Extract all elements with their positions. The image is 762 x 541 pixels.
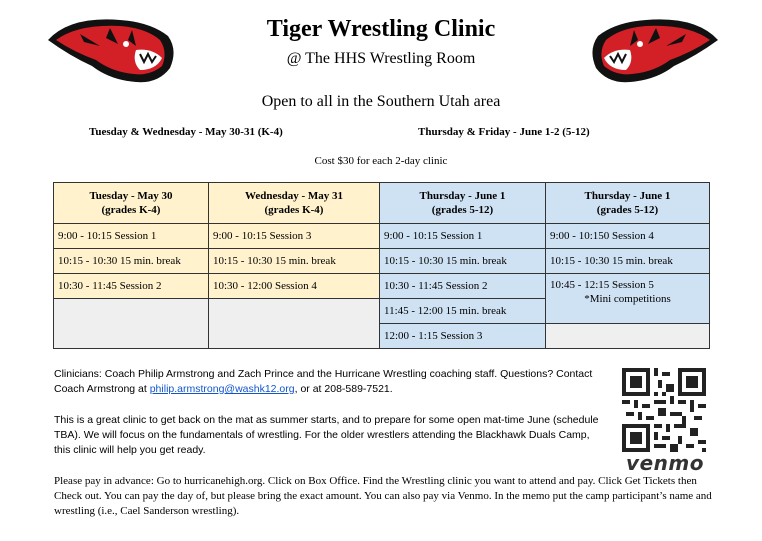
table-header-row xyxy=(54,183,710,224)
cell: 10:15 - 10:30 15 min. break xyxy=(546,249,710,274)
dates-5-12: Thursday & Friday - June 1-2 (5-12) xyxy=(418,126,590,138)
empty-cell xyxy=(54,299,209,349)
payment-text: Please pay in advance: Go to hurricanehigh.org. Click on Box Office. Find the Wrestling clinic you want to attend and pay. Click Get Tickets then Check out. You can pay the day of, but please bring the exact amount. You can also pay via Venmo. In the memo put the camp participant’s name and wrestling (i.e., Cael Sanderson wrestling). xyxy=(54,475,712,517)
empty-cell xyxy=(209,299,380,349)
venmo-qr-code xyxy=(622,368,706,452)
open-to-text: Open to all in the Southern Utah area xyxy=(261,93,501,110)
header-tuesday-text: Tuesday - May 30 (grades K-4) xyxy=(89,190,173,216)
cell: 10:30 - 11:45 Session 2 xyxy=(54,274,209,299)
page-title: Tiger Wrestling Clinic xyxy=(266,16,496,42)
mini-competitions-text: *Mini competitions xyxy=(584,293,671,305)
schedule-table xyxy=(53,182,710,349)
clinicians-text xyxy=(54,367,614,397)
session-5-text: 10:45 - 12:15 Session 5 xyxy=(550,279,654,291)
clinicians-part-2: , or at 208-589-7521. xyxy=(294,383,393,395)
table-row xyxy=(54,249,710,274)
description-text: This is a great clinic to get back on the mat as summer starts, and to prepare for some open mat-time June (schedule TBA). We will focus on the fundamentals of wrestling. For the older wrestlers attending the Blackhawk Duals Camp, this clinic will help you get ready. xyxy=(54,414,599,456)
empty-cell xyxy=(546,324,710,349)
cell: 10:30 - 11:45 Session 2 xyxy=(380,274,546,299)
header-thursday-1-text: Thursday - June 1 (grades 5-12) xyxy=(419,190,506,216)
header-tuesday xyxy=(54,183,209,224)
cell: 12:00 - 1:15 Session 3 xyxy=(380,324,546,349)
cell: 10:15 - 10:30 15 min. break xyxy=(54,249,209,274)
cell: 9:00 - 10:15 Session 3 xyxy=(209,224,380,249)
table-row xyxy=(54,274,710,299)
cost-text: Cost $30 for each 2-day clinic xyxy=(314,155,448,167)
cell: 9:00 - 10:15 Session 1 xyxy=(54,224,209,249)
header-thursday-1 xyxy=(380,183,546,224)
clinicians-part-1: Clinicians: Coach Philip Armstrong and Zach Prince and the Hurricane Wrestling coaching staff. Questions? Contact Coach Armstrong at xyxy=(54,368,593,395)
header-wednesday xyxy=(209,183,380,224)
cell: 10:15 - 10:30 15 min. break xyxy=(380,249,546,274)
venue-subtitle: @ The HHS Wrestling Room xyxy=(286,50,476,67)
cell: 9:00 - 10:150 Session 4 xyxy=(546,224,710,249)
venmo-logo: venmo xyxy=(626,451,704,475)
cell: 11:45 - 12:00 15 min. break xyxy=(380,299,546,324)
header-thursday-2-text: Thursday - June 1 (grades 5-12) xyxy=(584,190,671,216)
header-wednesday-text: Wednesday - May 31 (grades K-4) xyxy=(244,190,344,216)
cell-session-5 xyxy=(546,274,710,324)
cell: 10:30 - 12:00 Session 4 xyxy=(209,274,380,299)
header-thursday-2 xyxy=(546,183,710,224)
cell: 10:15 - 10:30 15 min. break xyxy=(209,249,380,274)
email-link[interactable]: philip.armstrong@washk12.org xyxy=(149,383,295,395)
dates-k4: Tuesday & Wednesday - May 30-31 (K-4) xyxy=(89,126,283,138)
cell: 9:00 - 10:15 Session 1 xyxy=(380,224,546,249)
table-row xyxy=(54,224,710,249)
